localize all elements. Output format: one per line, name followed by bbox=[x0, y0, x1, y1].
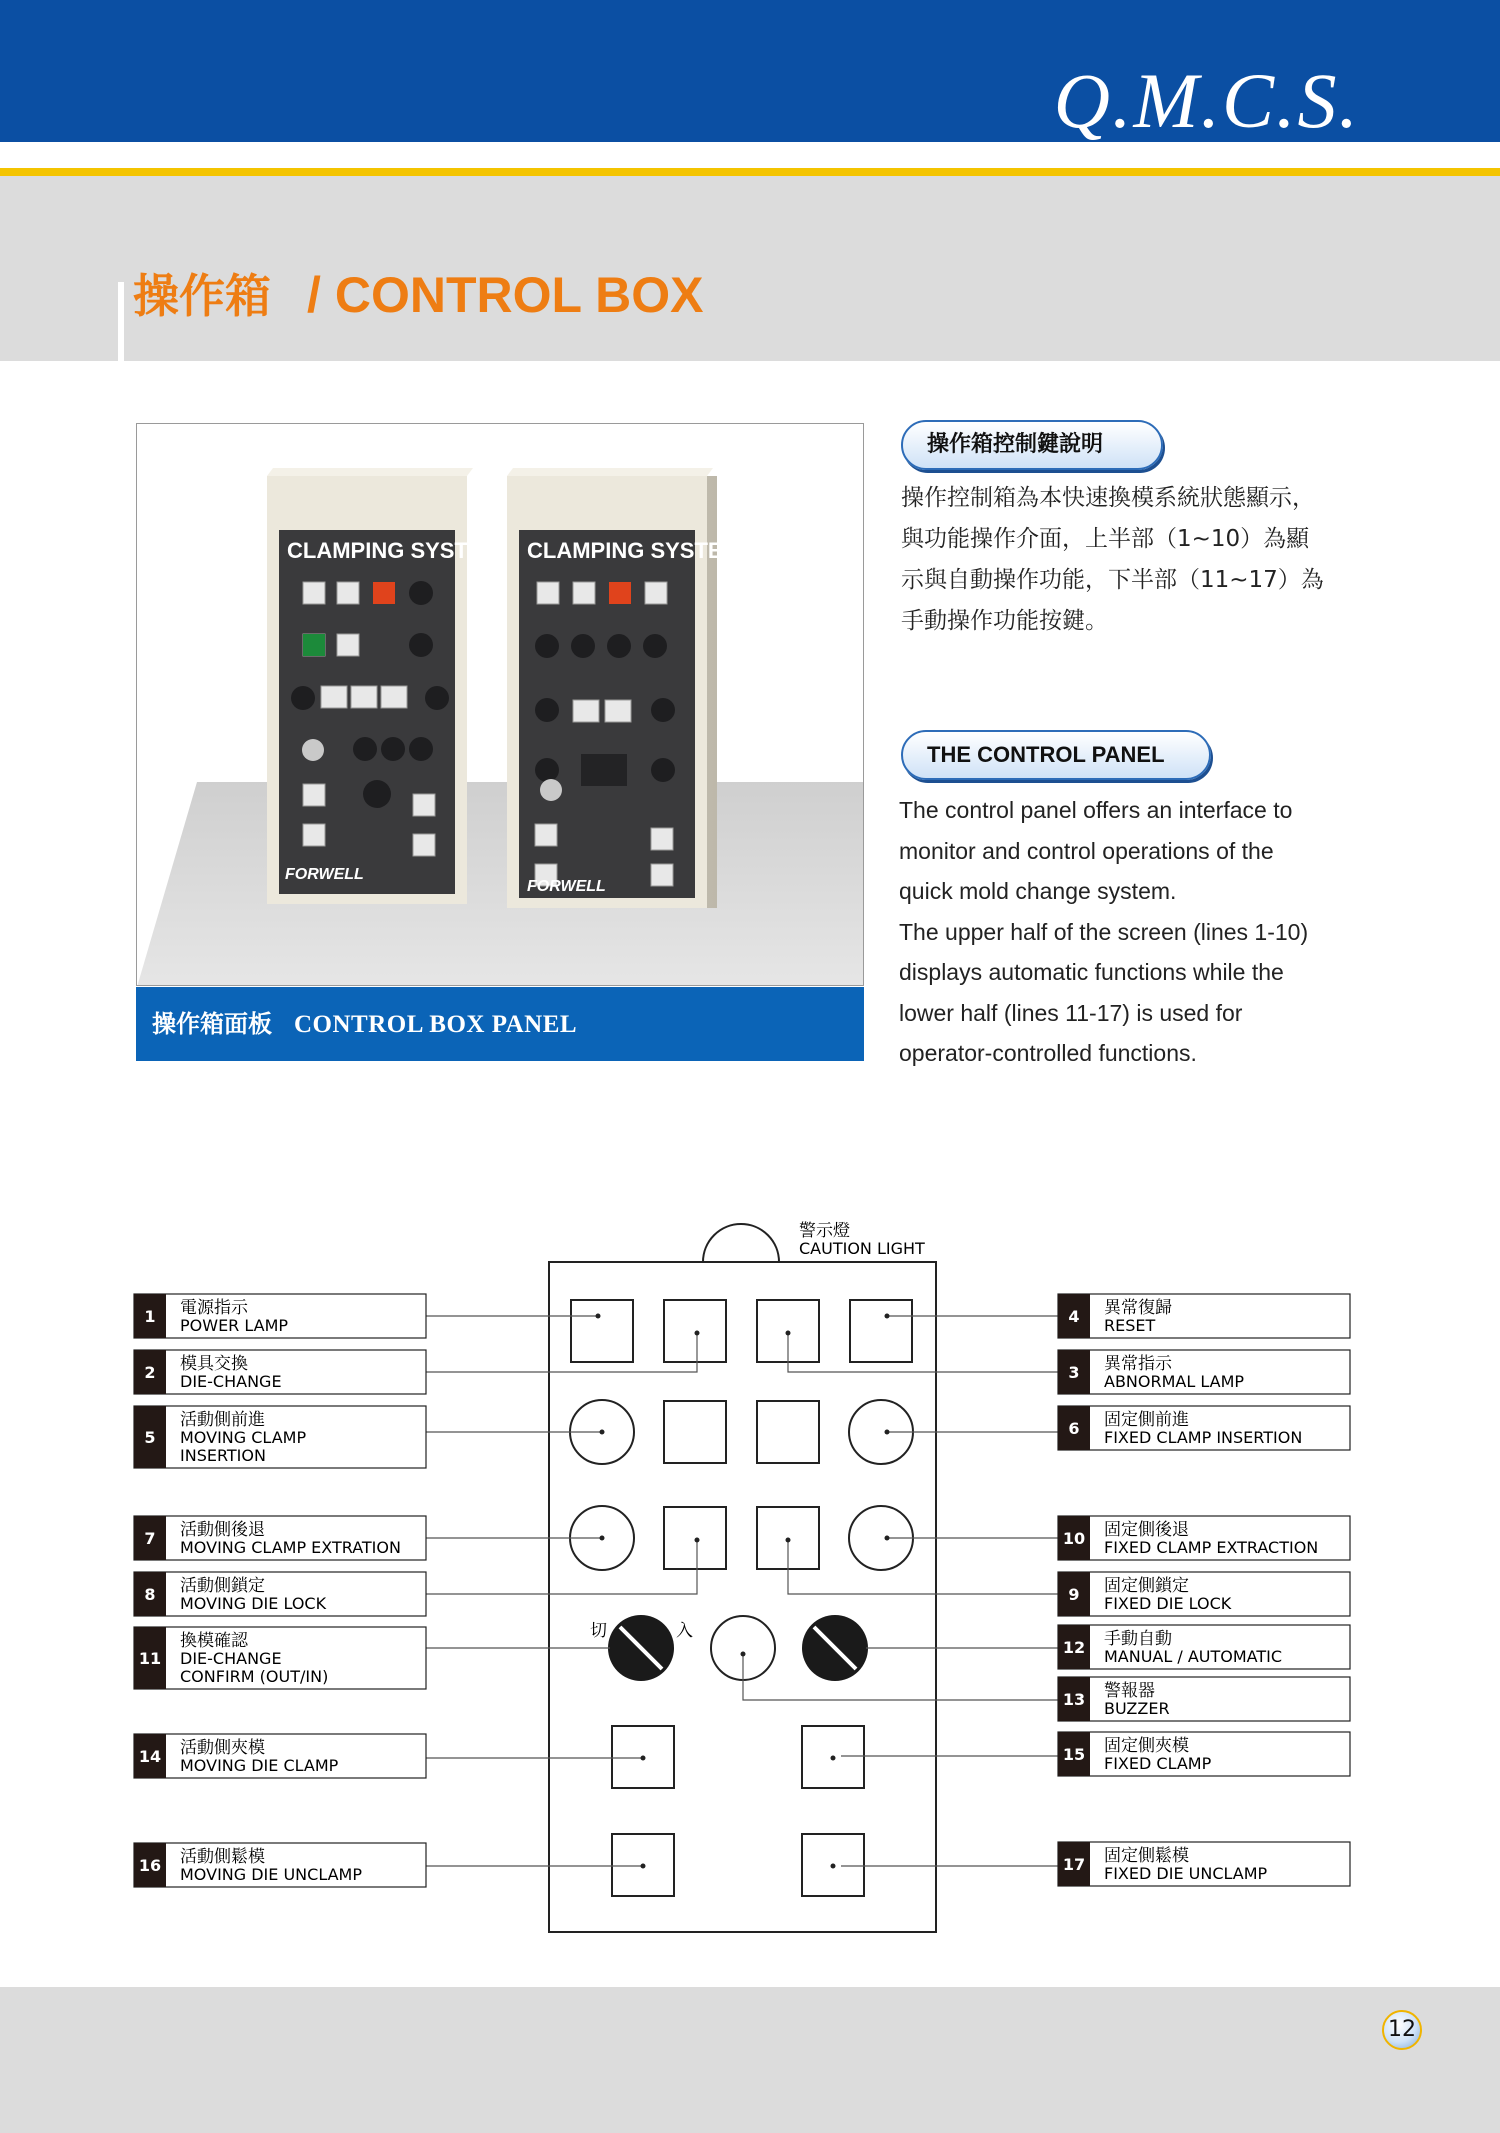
control-box-photo bbox=[136, 423, 864, 986]
label-en: MOVING DIE CLAMP bbox=[180, 1756, 339, 1775]
desc-en-line: quick mold change system. bbox=[899, 878, 1177, 904]
left-label-16 bbox=[134, 1843, 426, 1887]
indicator-square bbox=[757, 1401, 819, 1463]
desc-en-line: The control panel offers an interface to bbox=[899, 797, 1293, 823]
desc-en-line: displays automatic functions while the bbox=[899, 959, 1284, 985]
label-en: DIE-CHANGE bbox=[180, 1649, 282, 1668]
switch-off-label: 切 bbox=[590, 1621, 607, 1641]
label-en: MOVING CLAMP EXTRATION bbox=[180, 1538, 401, 1557]
page-title-en: CONTROL BOX bbox=[334, 267, 704, 323]
label-en: CONFIRM (OUT/IN) bbox=[180, 1667, 329, 1686]
label-number: 11 bbox=[138, 1649, 162, 1668]
desc-zh-body bbox=[901, 478, 1371, 642]
right-label-15 bbox=[1058, 1732, 1350, 1776]
label-zh: 手動自動 bbox=[1104, 1629, 1172, 1649]
right-label-13 bbox=[1058, 1677, 1350, 1721]
maker-logo-left: FORWELL bbox=[285, 866, 364, 883]
label-en: DIE-CHANGE bbox=[180, 1372, 282, 1391]
photo-caption-en: CONTROL BOX PANEL bbox=[294, 1011, 578, 1038]
label-number: 8 bbox=[144, 1585, 156, 1604]
label-number: 14 bbox=[138, 1747, 162, 1766]
photo-caption bbox=[136, 987, 864, 1061]
label-zh: 異常指示 bbox=[1104, 1354, 1172, 1374]
label-number: 2 bbox=[144, 1363, 156, 1382]
label-zh: 固定側夾模 bbox=[1104, 1736, 1189, 1756]
label-zh: 活動側鎖定 bbox=[180, 1576, 265, 1596]
label-number: 6 bbox=[1068, 1419, 1080, 1438]
label-number: 17 bbox=[1062, 1855, 1086, 1874]
desc-en-heading: THE CONTROL PANEL bbox=[901, 730, 1211, 780]
die-change-button bbox=[664, 1300, 726, 1362]
left-label-8 bbox=[134, 1572, 426, 1616]
label-en: FIXED CLAMP bbox=[1104, 1754, 1212, 1773]
label-zh: 警報器 bbox=[1104, 1681, 1155, 1701]
label-zh: 固定側前進 bbox=[1104, 1410, 1189, 1430]
label-en: RESET bbox=[1104, 1316, 1156, 1335]
panel-title-left: CLAMPING SYSTEM bbox=[287, 538, 501, 563]
label-zh: 固定側鬆模 bbox=[1104, 1846, 1189, 1866]
desc-en-line: lower half (lines 11-17) is used for bbox=[899, 999, 1243, 1026]
maker-logo-right: FORWELL bbox=[527, 878, 606, 895]
label-en: MOVING CLAMP bbox=[180, 1428, 307, 1447]
label-zh: 異常復歸 bbox=[1104, 1298, 1172, 1318]
right-label-12 bbox=[1058, 1625, 1350, 1669]
label-number: 15 bbox=[1062, 1745, 1086, 1764]
desc-en-body bbox=[899, 790, 1369, 1074]
label-number: 7 bbox=[144, 1529, 156, 1548]
right-label-17 bbox=[1058, 1842, 1350, 1886]
label-number: 10 bbox=[1062, 1529, 1086, 1548]
label-en: FIXED CLAMP EXTRACTION bbox=[1104, 1538, 1319, 1557]
label-en: BUZZER bbox=[1104, 1699, 1170, 1718]
label-zh: 活動側前進 bbox=[180, 1410, 265, 1430]
label-zh: 模具交換 bbox=[180, 1354, 248, 1374]
label-en: MOVING DIE LOCK bbox=[180, 1594, 327, 1613]
left-label-2 bbox=[134, 1350, 426, 1394]
moving-die-lock-button bbox=[664, 1507, 726, 1569]
footer-band bbox=[0, 1987, 1500, 2133]
right-label-4 bbox=[1058, 1294, 1350, 1338]
left-label-7 bbox=[134, 1516, 426, 1560]
page-number: 12 bbox=[1382, 2010, 1422, 2050]
desc-zh-line: 操作控制箱為本快速換模系統狀態顯示， bbox=[901, 485, 1315, 511]
desc-zh-line: 與功能操作介面，上半部（1~10）為顯 bbox=[901, 526, 1310, 552]
label-zh: 換模確認 bbox=[180, 1631, 248, 1651]
caution-light-en: CAUTION LIGHT bbox=[799, 1239, 925, 1258]
desc-en-line: monitor and control operations of the bbox=[899, 837, 1274, 864]
left-label-5 bbox=[134, 1406, 426, 1468]
right-label-9 bbox=[1058, 1572, 1350, 1616]
caution-light-icon bbox=[703, 1224, 779, 1262]
header-accent-stripe bbox=[0, 168, 1500, 176]
label-en: INSERTION bbox=[180, 1446, 266, 1465]
label-en: MANUAL / AUTOMATIC bbox=[1104, 1647, 1283, 1666]
desc-en-line: The upper half of the screen (lines 1-10) bbox=[899, 918, 1309, 945]
label-number: 3 bbox=[1068, 1363, 1080, 1382]
label-en: FIXED DIE LOCK bbox=[1104, 1594, 1232, 1613]
label-zh: 電源指示 bbox=[180, 1298, 248, 1318]
switch-on-label: 入 bbox=[676, 1621, 693, 1641]
left-label-14 bbox=[134, 1734, 426, 1778]
panel-title-right: CLAMPING SYSTEM bbox=[527, 538, 741, 563]
desc-zh-line: 示與自動操作功能，下半部（11~17）為 bbox=[901, 567, 1324, 593]
label-en: POWER LAMP bbox=[180, 1316, 289, 1335]
label-number: 4 bbox=[1068, 1307, 1080, 1326]
page-title-slash: / bbox=[307, 267, 321, 323]
label-number: 16 bbox=[138, 1856, 162, 1875]
power-lamp bbox=[571, 1300, 633, 1362]
left-label-11 bbox=[134, 1627, 426, 1689]
label-zh: 固定側鎖定 bbox=[1104, 1576, 1189, 1596]
label-number: 9 bbox=[1068, 1585, 1080, 1604]
label-zh: 活動側夾模 bbox=[180, 1738, 265, 1758]
header-bar bbox=[0, 0, 1500, 142]
label-en: FIXED CLAMP INSERTION bbox=[1104, 1428, 1303, 1447]
label-en: ABNORMAL LAMP bbox=[1104, 1372, 1245, 1391]
label-number: 1 bbox=[144, 1307, 156, 1326]
photo-caption-zh: 操作箱面板 bbox=[152, 1010, 272, 1038]
label-zh: 活動側鬆模 bbox=[180, 1847, 265, 1867]
right-label-10 bbox=[1058, 1516, 1350, 1560]
title-marker bbox=[118, 282, 124, 362]
label-en: FIXED DIE UNCLAMP bbox=[1104, 1864, 1268, 1883]
label-en: MOVING DIE UNCLAMP bbox=[180, 1865, 362, 1884]
desc-en-line: operator-controlled functions. bbox=[899, 1040, 1197, 1066]
label-number: 5 bbox=[144, 1428, 156, 1447]
control-panel-diagram bbox=[0, 1195, 1500, 1955]
indicator-square bbox=[664, 1401, 726, 1463]
label-zh: 活動側後退 bbox=[180, 1520, 265, 1540]
caution-light-zh: 警示燈 bbox=[799, 1221, 850, 1241]
desc-zh-line: 手動操作功能按鍵。 bbox=[901, 608, 1108, 634]
reset-button bbox=[850, 1300, 912, 1362]
label-number: 13 bbox=[1062, 1690, 1086, 1709]
label-number: 12 bbox=[1062, 1638, 1086, 1657]
right-label-6 bbox=[1058, 1406, 1350, 1450]
page-title-zh: 操作箱 bbox=[133, 269, 271, 323]
left-label-1 bbox=[134, 1294, 426, 1338]
label-zh: 固定側後退 bbox=[1104, 1520, 1189, 1540]
page-title bbox=[133, 267, 704, 323]
brand-logo: Q.M.C.S. bbox=[1053, 57, 1360, 144]
right-label-3 bbox=[1058, 1350, 1350, 1394]
desc-zh-heading: 操作箱控制鍵說明 bbox=[901, 420, 1163, 470]
